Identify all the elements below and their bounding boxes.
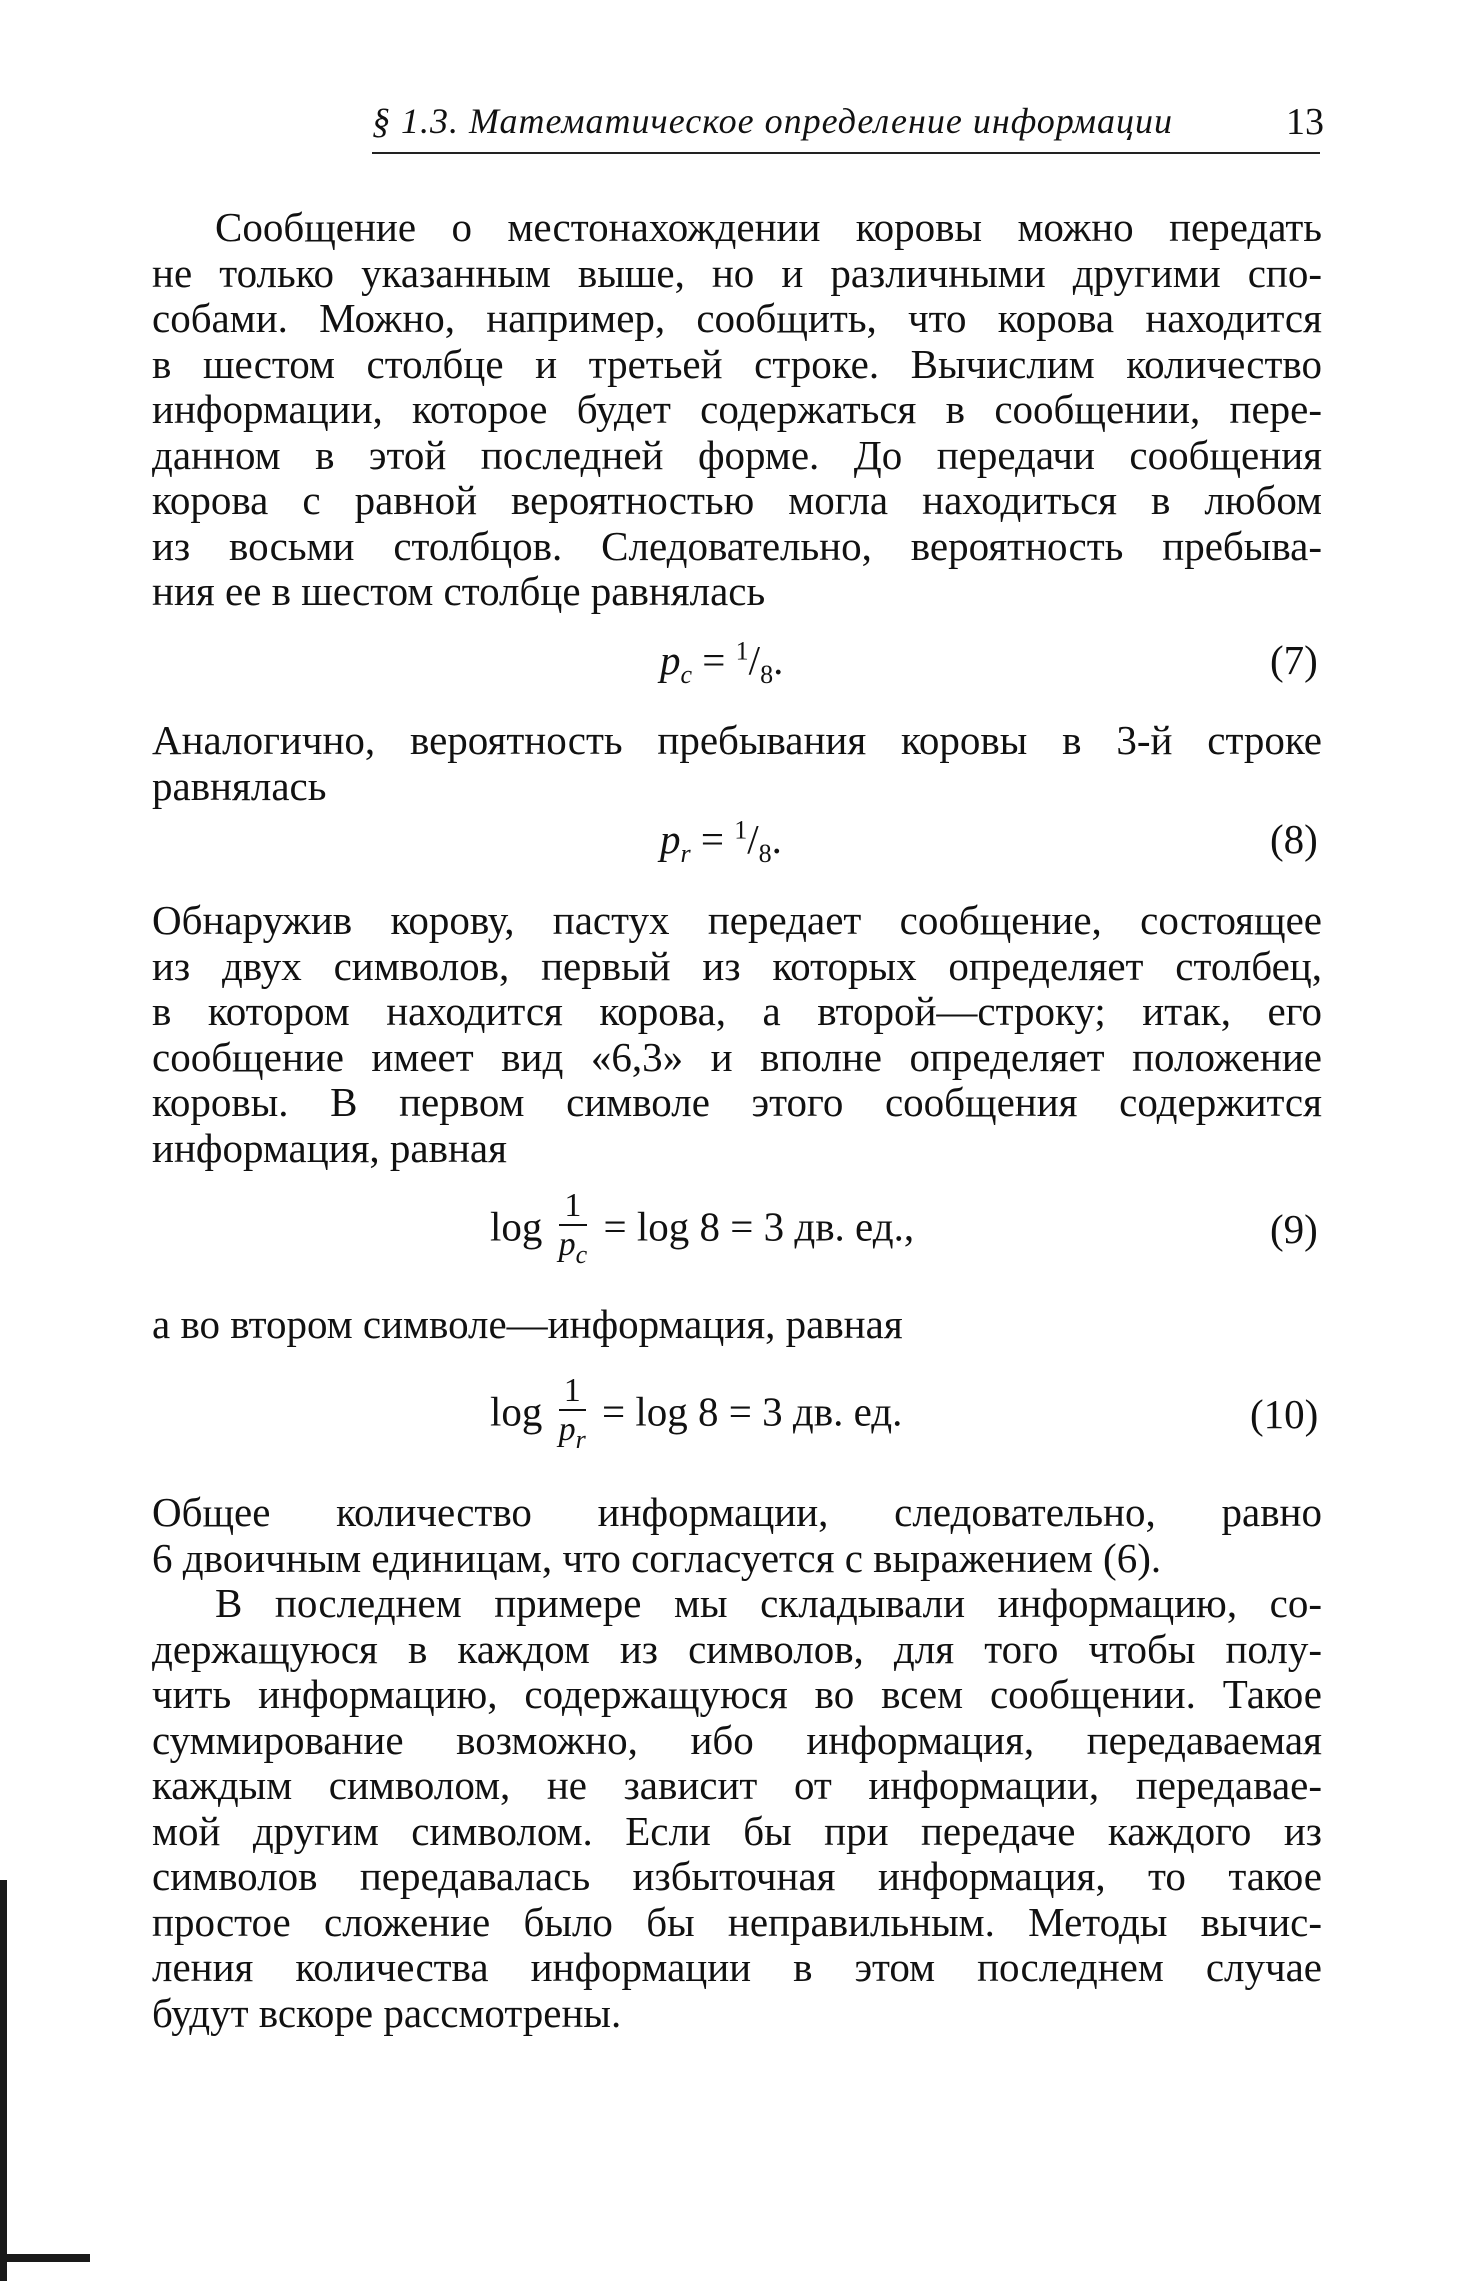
text-line: простое сложение было бы неправильным. Методы вычис- xyxy=(152,1898,1322,1945)
text-line: Обнаружив корову, пастух передает сообщение, состоящее xyxy=(152,897,1322,943)
eq10-rhs: = log 8 = 3 дв. ед. xyxy=(602,1388,903,1435)
text-line: ления количества информации в этом последнем случае xyxy=(152,1944,1322,1990)
text-line: корова с равной вероятностью могла находиться в любом xyxy=(152,477,1322,523)
text-line: в шестом столбце и третьей строке. Вычислим количество xyxy=(152,340,1322,387)
equation-number-10: (10) xyxy=(1250,1391,1319,1437)
equation-10 xyxy=(490,1373,902,1459)
text-line: а во втором символе—информация, равная xyxy=(152,1301,903,1347)
equation-7: $p_c = ^1/_8$. xyxy=(660,636,784,690)
text-line: не только указанным выше, но и различными другими спо- xyxy=(152,249,1322,296)
eq9-numerator: 1 xyxy=(559,1188,588,1226)
text-line: В последнем примере мы складывали информацию, со- xyxy=(215,1580,1322,1626)
eq10-denominator xyxy=(559,1411,586,1459)
equation-number-9: (9) xyxy=(1270,1206,1318,1252)
text-line: чить информацию, содержащуюся во всем сообщении. Такое xyxy=(152,1671,1322,1717)
text-line: из двух символов, первый из которых определяет столбец, xyxy=(152,942,1322,989)
paragraph-5 xyxy=(152,1490,1322,1581)
text-line: в котором находится корова, а второй—строку; итак, его xyxy=(152,988,1322,1034)
equation-9 xyxy=(490,1188,914,1274)
text-line: из восьми столбцов. Следовательно, вероятность пребыва- xyxy=(152,522,1322,569)
eq10-log: log xyxy=(490,1388,543,1435)
eq9-den-sub: c xyxy=(575,1239,588,1269)
text-line: держащуюся в каждом из символов, для того чтобы полу- xyxy=(152,1625,1322,1672)
text-line: коровы. В первом символе этого сообщения содержится xyxy=(152,1079,1322,1125)
running-header xyxy=(0,100,1472,160)
paragraph-6 xyxy=(152,1581,1322,2036)
paragraph-4 xyxy=(152,1302,1322,1348)
eq9-rhs: = log 8 = 3 дв. ед., xyxy=(603,1203,915,1250)
text-line: каждым символом, не зависит от информации, передавае- xyxy=(152,1762,1322,1808)
eq9-den-letter: p xyxy=(558,1226,576,1263)
eq10-numerator: 1 xyxy=(559,1373,586,1411)
text-line: информации, которое будет содержаться в сообщении, пере- xyxy=(152,386,1322,432)
eq9-log: log xyxy=(490,1203,543,1250)
eq10-fraction xyxy=(559,1373,586,1459)
text-line: суммирование возможно, ибо информация, передаваемая xyxy=(152,1716,1322,1763)
equation-8: $p_r = ^1/_8$. xyxy=(660,815,782,869)
eq8-lhs: p xyxy=(660,816,681,862)
text-line: Общее количество информации, следовательно, равно xyxy=(152,1489,1322,1535)
paragraph-2 xyxy=(152,718,1322,809)
text-line: равнялась xyxy=(152,762,327,809)
text-line: собами. Можно, например, сообщить, что корова находится xyxy=(152,295,1322,341)
eq7-num: 1 xyxy=(735,636,749,666)
eq8-den: 8 xyxy=(758,839,772,869)
page-number: 13 xyxy=(1286,101,1324,143)
section-title: § 1.3. Математическое определение информации xyxy=(372,101,1173,141)
text-line: мой другим символом. Если бы при передаче каждого из xyxy=(152,1807,1322,1854)
text-line: символов передавалась избыточная информация, то такое xyxy=(152,1853,1322,1899)
equation-number-7: (7) xyxy=(1270,637,1318,683)
text-line: 6 двоичным единицам, что согласуется с выражением (6). xyxy=(152,1534,1162,1581)
text-line: Сообщение о местонахождении коровы можно передать xyxy=(215,204,1322,250)
equation-number-8: (8) xyxy=(1270,816,1318,862)
eq8-num: 1 xyxy=(734,815,748,845)
header-rule xyxy=(372,152,1320,154)
paragraph-1 xyxy=(152,205,1322,615)
text-line: Аналогично, вероятность пребывания коровы в 3-й строке xyxy=(152,717,1322,763)
eq7-sub: c xyxy=(680,660,693,690)
eq7-den: 8 xyxy=(760,660,774,690)
text-line: ния ее в шестом столбце равнялась xyxy=(152,568,766,614)
eq7-lhs: p xyxy=(660,637,681,683)
text-line: информация, равная xyxy=(152,1124,507,1171)
eq10-den-sub: r xyxy=(575,1424,586,1454)
text-line: будут вскоре рассмотрены. xyxy=(152,1989,622,2036)
eq9-fraction xyxy=(559,1188,588,1274)
eq10-den-letter: p xyxy=(558,1411,576,1448)
text-line: сообщение имеет вид «6,3» и вполне определяет положение xyxy=(152,1033,1322,1080)
paragraph-3 xyxy=(152,898,1322,1171)
eq9-denominator xyxy=(559,1226,588,1274)
text-line: данном в этой последней форме. До передачи сообщения xyxy=(152,431,1322,478)
eq8-sub: r xyxy=(680,839,691,869)
page-binding-edge-foot xyxy=(0,2254,90,2262)
page-binding-edge xyxy=(0,1880,7,2281)
